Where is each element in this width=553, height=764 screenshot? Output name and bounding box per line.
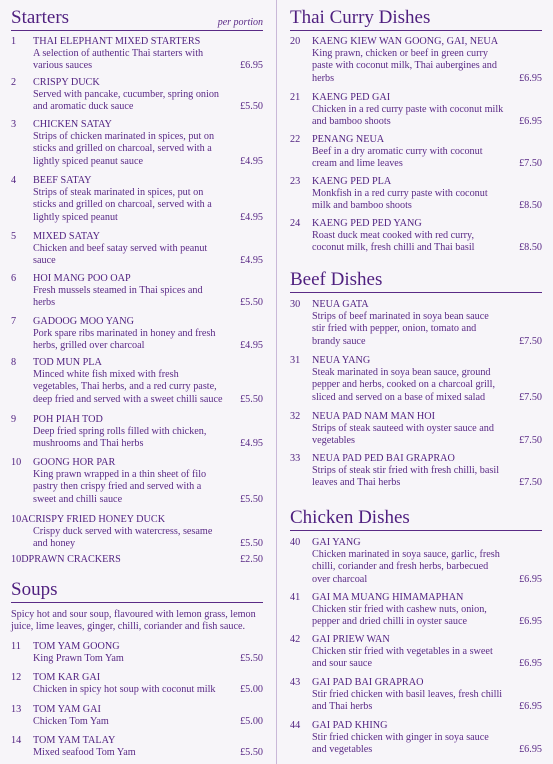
item-description: King prawn wrapped in a thin sheet of filo pastry then crispy fried and served with a sweet and chilli sauce — [33, 469, 207, 505]
item-number: 24 — [290, 218, 301, 229]
item-price: £7.50 — [519, 391, 542, 403]
item-name: CRISPY DUCK — [33, 77, 100, 88]
item-name: GAI PAD BAI GRAPRAO — [312, 677, 424, 688]
item-price: £5.50 — [240, 538, 263, 550]
menu-item-13 — [11, 704, 263, 728]
item-description: Strips of chicken marinated in spices, put on sticks and grilled on charcoal, served with a lightly spiced peanut sauce — [33, 131, 215, 167]
chicken-title: Chicken Dishes — [290, 507, 410, 528]
item-number: 10A — [11, 514, 29, 525]
item-number: 33 — [290, 453, 301, 464]
item-description: Chicken stir fried with vegetables in a sweet and sour sauce — [312, 646, 493, 670]
per-portion-note: per portion — [217, 17, 263, 28]
item-number: 20 — [290, 36, 301, 47]
curry-header — [290, 8, 542, 31]
item-price: £4.95 — [240, 340, 263, 352]
item-number: 21 — [290, 92, 301, 103]
item-number: 10 — [11, 457, 22, 468]
item-description: Crispy duck served with watercress, sesame and honey — [33, 526, 213, 550]
menu-item-10 — [11, 457, 263, 506]
soups-title: Soups — [11, 579, 58, 600]
item-price: £7.50 — [519, 477, 542, 489]
menu-item-1 — [11, 36, 263, 73]
item-description: King Prawn Tom Yam — [33, 653, 124, 665]
item-price: £6.95 — [519, 616, 542, 628]
item-price: £4.95 — [240, 438, 263, 450]
item-name: GADOOG MOO YANG — [33, 316, 134, 327]
item-description: Strips of steak marinated in spices, put on sticks and grilled on charcoal, served with a lightly spiced peanut — [33, 187, 212, 223]
item-name-text: CRISPY FRIED HONEY DUCK — [28, 514, 166, 525]
item-price: £5.00 — [240, 684, 263, 696]
item-name: KAENG KIEW WAN GOONG, GAI, NEUA — [312, 36, 499, 47]
item-name: THAI ELEPHANT MIXED STARTERS — [33, 36, 201, 47]
item-name: NEUA PAD PED BAI GRAPRAO — [312, 453, 455, 464]
menu-item-3 — [11, 119, 263, 168]
item-price: £6.95 — [240, 60, 263, 72]
item-number: 1 — [11, 36, 17, 47]
item-name: KAENG PED PLA — [312, 176, 392, 187]
item-description: Chicken stir fried with cashew nuts, onion, pepper and dried chilli in oyster sauce — [312, 604, 487, 628]
menu-item-11 — [11, 641, 263, 665]
menu-item-2 — [11, 77, 263, 114]
item-name: TOM YAM TALAY — [33, 735, 116, 746]
item-description: Strips of beef marinated in soya bean sauce stir fried with pepper, onion, tomato and brandy sauce — [312, 311, 489, 347]
item-number: 42 — [290, 634, 301, 645]
menu-item-44 — [290, 720, 542, 757]
menu-item-21 — [290, 92, 542, 129]
item-name: GAI PAD KHING — [312, 720, 388, 731]
item-name: GOONG HOR PAR — [33, 457, 116, 468]
item-description: Minced white fish mixed with fresh vegetables, Thai herbs, and a red curry paste, deep fried and served with a sweet chilli sauce — [33, 369, 223, 405]
item-name: BEEF SATAY — [33, 175, 92, 186]
starters-header — [11, 8, 263, 31]
item-number: 3 — [11, 119, 17, 130]
item-number: 6 — [11, 273, 17, 284]
item-description: Strips of steak stir fried with fresh chilli, basil leaves and Thai herbs — [312, 465, 500, 489]
item-description: Chicken in a red curry paste with coconut milk and bamboo shoots — [312, 104, 504, 128]
item-description: Pork spare ribs marinated in honey and fresh herbs, grilled over charcoal — [33, 328, 216, 352]
item-name: GAI YANG — [312, 537, 361, 548]
item-name: CHICKEN SATAY — [33, 119, 112, 130]
menu-item-14 — [11, 735, 263, 759]
menu-item-31 — [290, 355, 542, 404]
item-number: 9 — [11, 414, 17, 425]
menu-item-40 — [290, 537, 542, 586]
item-number: 41 — [290, 592, 301, 603]
item-description: Served with pancake, cucumber, spring onion and aromatic duck sauce — [33, 89, 220, 113]
soups-header — [11, 580, 263, 603]
item-name-text: PRAWN CRACKERS — [28, 554, 121, 565]
item-number: 40 — [290, 537, 301, 548]
item-description: Stir fried chicken with ginger in soya sauce and vegetables — [312, 732, 489, 756]
item-price: £6.95 — [519, 701, 542, 713]
item-number: 7 — [11, 316, 17, 327]
item-name: MIXED SATAY — [33, 231, 101, 242]
item-description: Chicken Tom Yam — [33, 716, 109, 728]
item-name: TOM YAM GOONG — [33, 641, 120, 652]
item-price: £5.50 — [240, 747, 263, 759]
menu-item-20 — [290, 36, 542, 85]
item-name — [11, 554, 263, 566]
item-number: 8 — [11, 357, 17, 368]
item-number: 11 — [11, 641, 21, 652]
menu-item-5 — [11, 231, 263, 268]
item-name: TOM KAR GAI — [33, 672, 101, 683]
item-number: 4 — [11, 175, 17, 186]
item-description: Chicken in spicy hot soup with coconut milk — [33, 684, 216, 696]
menu-item-10a — [11, 514, 263, 551]
menu-item-7 — [11, 316, 263, 353]
item-name: PENANG NEUA — [312, 134, 385, 145]
item-name: TOD MUN PLA — [33, 357, 102, 368]
item-price: £7.50 — [519, 335, 542, 347]
menu-item-23 — [290, 176, 542, 213]
item-name: GAI MA MUANG HIMAMAPHAN — [312, 592, 464, 603]
item-number: 23 — [290, 176, 301, 187]
item-name: GAI PRIEW WAN — [312, 634, 390, 645]
item-price: £5.50 — [240, 101, 263, 113]
item-description: King prawn, chicken or beef in green curry paste with coconut milk, Thai aubergines and herbs — [312, 48, 497, 84]
item-price: £4.95 — [240, 155, 263, 167]
beef-header — [290, 270, 542, 293]
item-price: £8.50 — [519, 242, 542, 254]
item-number: 43 — [290, 677, 301, 688]
menu-item-22 — [290, 134, 542, 171]
item-description: Mixed seafood Tom Yam — [33, 747, 136, 759]
item-price: £8.50 — [519, 200, 542, 212]
item-name: TOM YAM GAI — [33, 704, 101, 715]
menu-item-30 — [290, 299, 542, 348]
item-price: £5.50 — [240, 653, 263, 665]
menu-item-33 — [290, 453, 542, 490]
item-name: KAENG PED GAI — [312, 92, 391, 103]
item-price: £2.50 — [240, 554, 263, 565]
item-number: 13 — [11, 704, 22, 715]
menu-item-9 — [11, 414, 263, 451]
item-price: £5.50 — [240, 393, 263, 405]
menu-item-42 — [290, 634, 542, 671]
menu-item-4 — [11, 175, 263, 224]
menu-item-10d — [11, 554, 263, 566]
chicken-header — [290, 508, 542, 531]
item-price: £6.95 — [519, 744, 542, 756]
item-name: HOI MANG POO OAP — [33, 273, 131, 284]
menu-item-32 — [290, 411, 542, 448]
item-number: 31 — [290, 355, 301, 366]
item-price: £6.95 — [519, 72, 542, 84]
item-number: 2 — [11, 77, 17, 88]
item-name: NEUA GATA — [312, 299, 369, 310]
item-name: POH PIAH TOD — [33, 414, 103, 425]
item-name: KAENG PED PED YANG — [312, 218, 422, 229]
item-description: A selection of authentic Thai starters with various sauces — [33, 48, 204, 72]
item-description: Strips of steak sauteed with oyster sauce and vegetables — [312, 423, 494, 447]
item-number: 32 — [290, 411, 301, 422]
item-price: £7.50 — [519, 435, 542, 447]
item-name: NEUA PAD NAM MAN HOI — [312, 411, 436, 422]
item-name — [11, 514, 263, 526]
menu-item-24 — [290, 218, 542, 255]
item-number: 12 — [11, 672, 22, 683]
item-price: £5.50 — [240, 493, 263, 505]
item-description: Stir fried chicken with basil leaves, fresh chilli and Thai herbs — [312, 689, 503, 713]
item-description: Monkfish in a red curry paste with coconut milk and bamboo shoots — [312, 188, 488, 212]
item-price: £6.95 — [519, 658, 542, 670]
item-number: 5 — [11, 231, 17, 242]
item-description: Steak marinated in soya bean sauce, ground pepper and herbs, cooked on a charcoal grill, sliced and served on a base of mixed salad — [312, 367, 496, 403]
item-description: Chicken and beef satay served with peanut sauce — [33, 243, 208, 267]
item-number: 14 — [11, 735, 22, 746]
curry-title: Thai Curry Dishes — [290, 7, 431, 28]
beef-title: Beef Dishes — [290, 269, 383, 290]
item-description: Fresh mussels steamed in Thai spices and herbs — [33, 285, 203, 309]
item-price: £4.95 — [240, 255, 263, 267]
menu-item-12 — [11, 672, 263, 696]
item-price: £6.95 — [519, 116, 542, 128]
starters-title: Starters — [11, 7, 70, 28]
menu-item-43 — [290, 677, 542, 714]
item-number: 30 — [290, 299, 301, 310]
item-description: Beef in a dry aromatic curry with coconut cream and lime leaves — [312, 146, 483, 170]
item-number: 10D — [11, 554, 29, 565]
soups-intro: Spicy hot and sour soup, flavoured with lemon grass, lemon juice, lime leaves, ginger, chilli, coriander and fish sauce. — [11, 609, 256, 633]
item-description: Deep fried spring rolls filled with chicken, mushrooms and Thai herbs — [33, 426, 207, 450]
menu-item-6 — [11, 273, 263, 310]
item-price: £4.95 — [240, 211, 263, 223]
menu-item-41 — [290, 592, 542, 629]
item-number: 44 — [290, 720, 301, 731]
item-price: £6.95 — [519, 573, 542, 585]
item-price: £5.50 — [240, 297, 263, 309]
item-description: Roast duck meat cooked with red curry, coconut milk, fresh chilli and Thai basil — [312, 230, 475, 254]
item-name: NEUA YANG — [312, 355, 371, 366]
column-divider — [276, 0, 277, 764]
item-price: £5.00 — [240, 716, 263, 728]
item-number: 22 — [290, 134, 301, 145]
item-price: £7.50 — [519, 158, 542, 170]
menu-item-8 — [11, 357, 263, 406]
item-description: Chicken marinated in soya sauce, garlic, fresh chilli, coriander and fresh herbs, barbecued over charcoal — [312, 549, 500, 585]
